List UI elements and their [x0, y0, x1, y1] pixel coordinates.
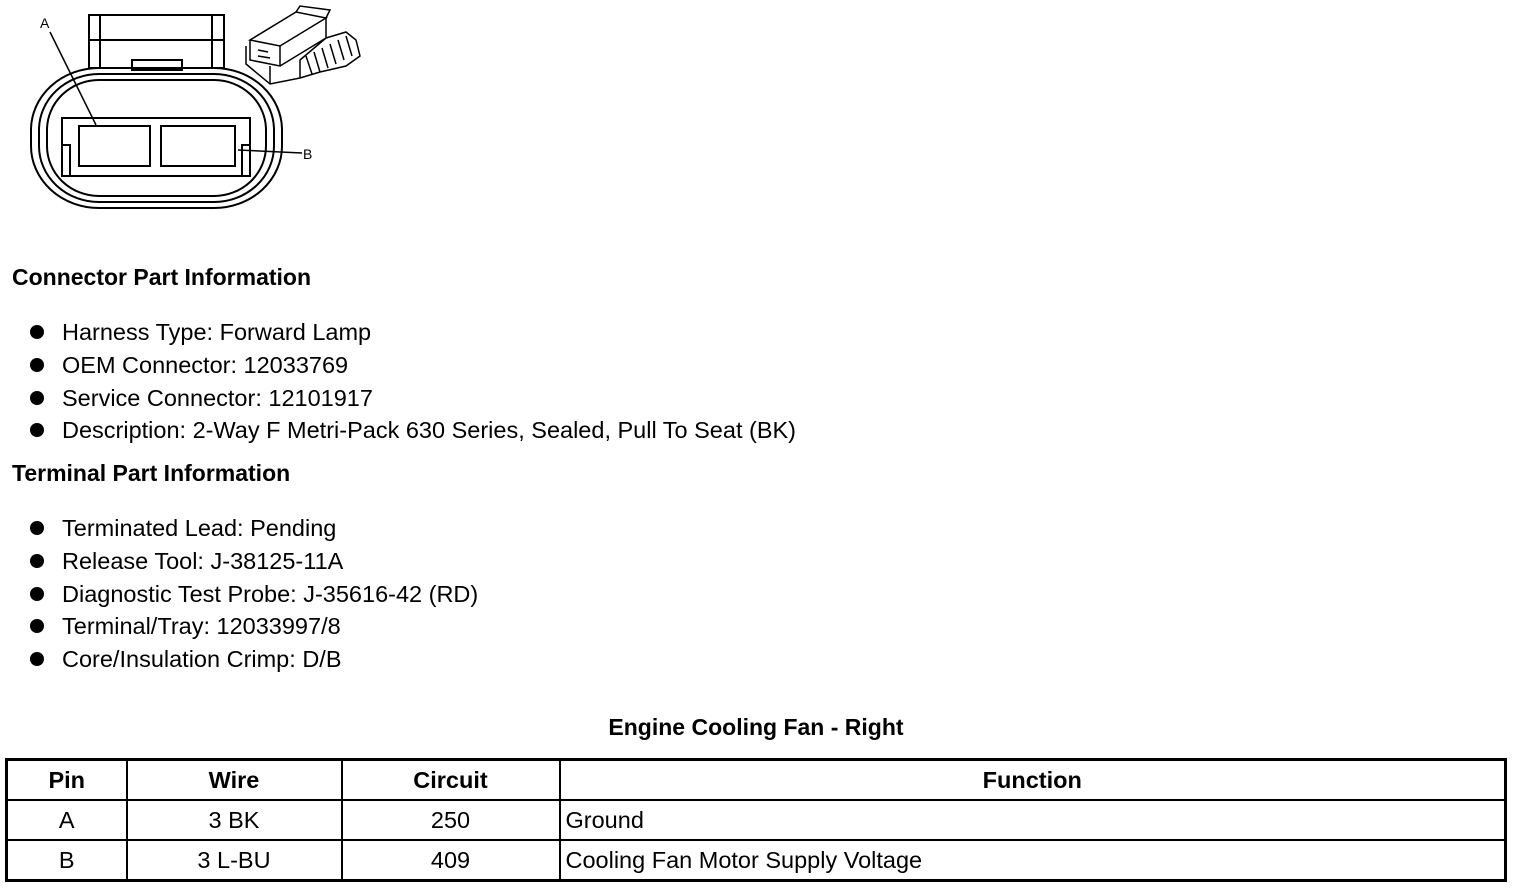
- column-header-pin: Pin: [7, 760, 127, 801]
- column-header-wire: Wire: [127, 760, 342, 801]
- cell-pin: B: [7, 840, 127, 881]
- bullet-icon: [30, 391, 44, 405]
- bullet-icon: [30, 325, 44, 339]
- table-title: Engine Cooling Fan - Right: [608, 714, 904, 740]
- list-item: Harness Type: Forward Lamp: [30, 316, 796, 349]
- bullet-icon: [30, 521, 44, 535]
- callout-b-label: B: [303, 146, 313, 162]
- bullet-icon: [30, 554, 44, 568]
- terminal-info-list: [30, 512, 478, 676]
- column-header-circuit: Circuit: [342, 760, 560, 801]
- list-item: Terminated Lead: Pending: [30, 512, 478, 545]
- cell-function: Cooling Fan Motor Supply Voltage: [560, 840, 1506, 881]
- table-row: [7, 800, 1506, 840]
- callout-b-leader: [238, 150, 302, 153]
- bullet-icon: [30, 619, 44, 633]
- cell-wire: 3 L-BU: [127, 840, 342, 881]
- callout-a-label: A: [40, 15, 50, 31]
- list-item: Description: 2-Way F Metri-Pack 630 Series, Sealed, Pull To Seat (BK): [30, 414, 796, 447]
- cell-pin: A: [7, 800, 127, 840]
- pinout-table: [5, 758, 1507, 882]
- list-item: Terminal/Tray: 12033997/8: [30, 610, 478, 643]
- cavity-b: [161, 126, 235, 166]
- list-item: Core/Insulation Crimp: D/B: [30, 643, 478, 676]
- list-item: OEM Connector: 12033769: [30, 349, 796, 382]
- bullet-icon: [30, 423, 44, 437]
- list-item: Diagnostic Test Probe: J-35616-42 (RD): [30, 578, 478, 611]
- cell-circuit: 250: [342, 800, 560, 840]
- list-item: Release Tool: J-38125-11A: [30, 545, 478, 578]
- connector-isometric-icon: [246, 6, 360, 84]
- bullet-icon: [30, 652, 44, 666]
- cavity-a: [79, 126, 150, 166]
- cell-function: Ground: [560, 800, 1506, 840]
- table-row: [7, 840, 1506, 881]
- bullet-icon: [30, 358, 44, 372]
- cell-circuit: 409: [342, 840, 560, 881]
- connector-info-list: [30, 316, 796, 447]
- cell-wire: 3 BK: [127, 800, 342, 840]
- column-header-function: Function: [560, 760, 1506, 801]
- table-header-row: [7, 760, 1506, 801]
- connector-info-heading: Connector Part Information: [12, 264, 312, 290]
- terminal-info-heading: Terminal Part Information: [12, 460, 291, 486]
- bullet-icon: [30, 587, 44, 601]
- list-item: Service Connector: 12101917: [30, 382, 796, 415]
- connector-face-diagram: [0, 0, 380, 220]
